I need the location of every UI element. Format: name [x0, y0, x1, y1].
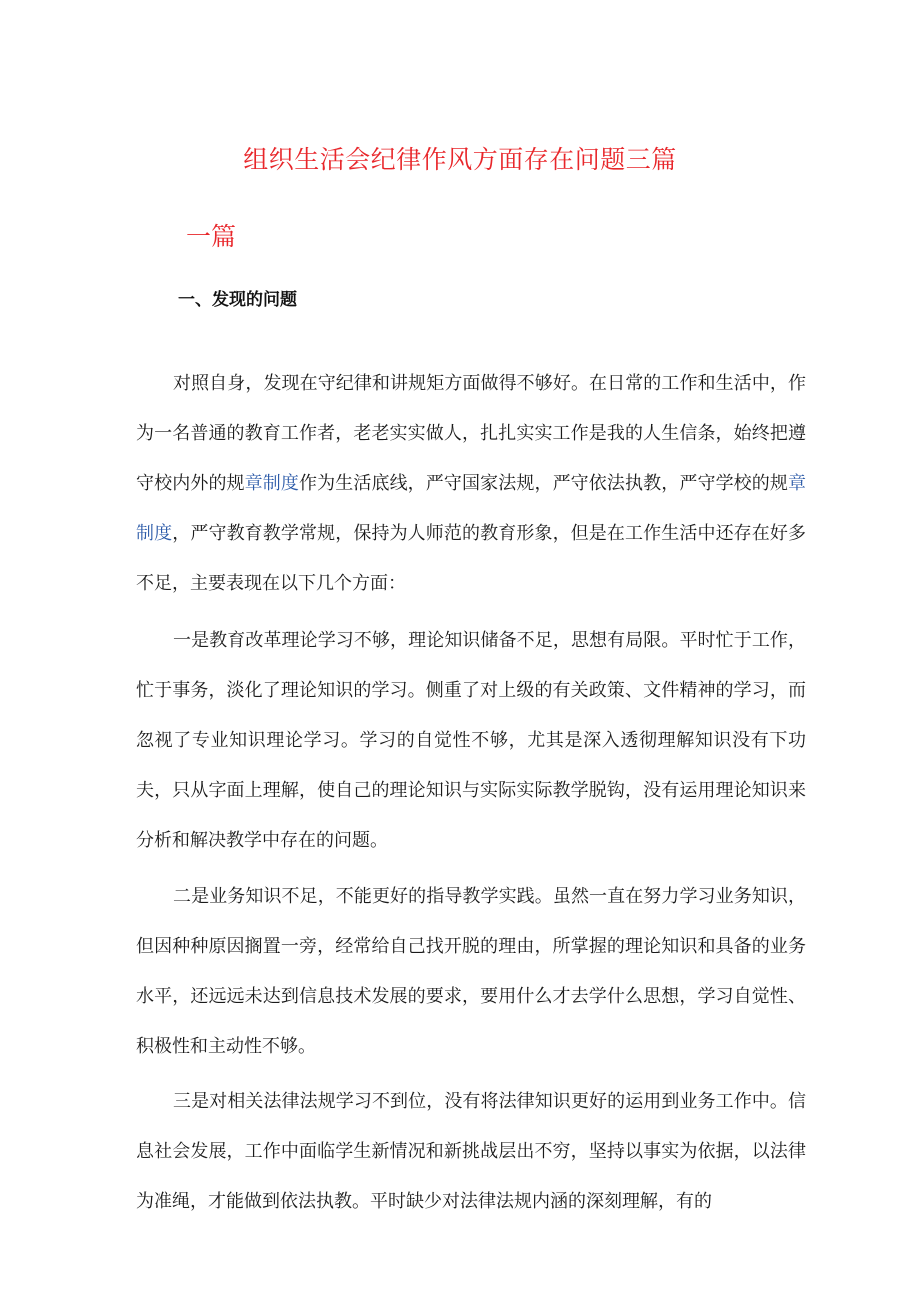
regulations-link[interactable]: 章制度: [136, 473, 807, 544]
regulations-link[interactable]: 章制度: [244, 473, 300, 494]
paragraph-3: 二是业务知识不足，不能更好的指导教学实践。虽然一直在努力学习业务知识，但因种种原因搁置一旁，经常给自己找开脱的理由，所掌握的理论知识和具备的业务水平，还远远未达到信息技术发展的要求，要用什么才去学什么思想，学习自觉性、积极性和主动性不够。: [136, 886, 806, 1057]
part-label: 一篇: [186, 222, 237, 251]
paragraph-4: 三是对相关法律法规学习不到位，没有将法律知识更好的运用到业务工作中。信息社会发展，工作中面临学生新情况和新挑战层出不穷，坚持以事实为依据，以法律为准绳，才能做到依法执教。平时缺少对法律法规内涵的深刻理解，有的: [136, 1091, 806, 1212]
document-title: 组织生活会纪律作风方面存在问题三篇: [243, 145, 677, 174]
paragraph-1-text-c: ，严守教育教学常规，保持为人师范的教育形象，但是在工作生活中还存在好多不足，主要表现在以下几个方面：: [136, 523, 807, 594]
paragraph-1: [136, 359, 806, 609]
paragraph-2: 一是教育改革理论学习不够，理论知识储备不足，思想有局限。平时忙于工作，忙于事务，淡化了理论知识的学习。侧重了对上级的有关政策、文件精神的学习，而忽视了专业知识理论学习。学习的自觉性不够，尤其是深入透彻理解知识没有下功夫，只从字面上理解，使自己的理论知识与实际实际教学脱钩，没有运用理论知识来分析和解决教学中存在的问题。: [136, 630, 806, 851]
paragraph-1-text-b: 作为生活底线，严守国家法规，严守依法执教，严守学校的规: [299, 473, 789, 494]
section-heading: 一、发现的问题: [178, 290, 297, 310]
paragraph-1-text-a: 对照自身，发现在守纪律和讲规矩方面做得不够好。在日常的工作和生活中，作为一名普通的教育工作者，老老实实做人，扎扎实实工作是我的人生信条，始终把遵守校内外的规: [136, 373, 806, 494]
